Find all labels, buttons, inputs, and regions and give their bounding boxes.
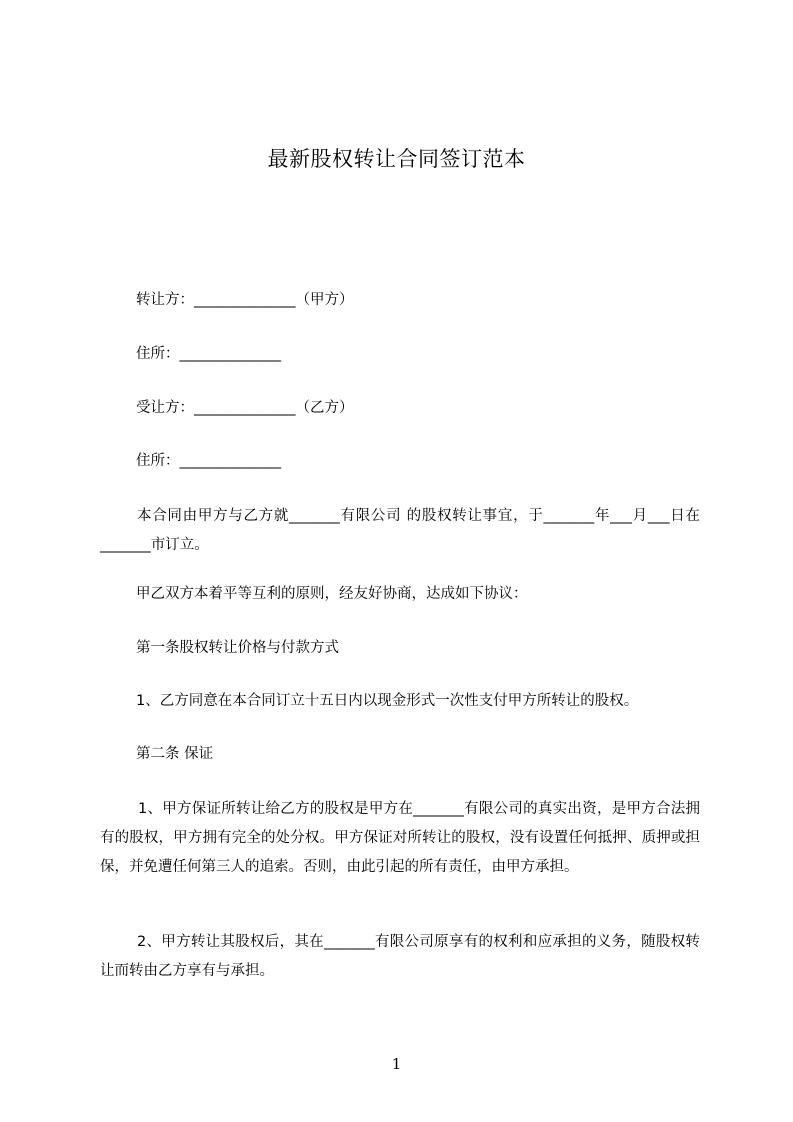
- document-title: 最新股权转让合同签订范本: [267, 147, 526, 171]
- page-number: 1: [391, 1055, 402, 1073]
- article-1-heading: 第一条股权转让价格与付款方式: [136, 640, 339, 656]
- transferee-address-line: 住所：______________: [136, 453, 281, 469]
- intro-paragraph: 本合同由甲方与乙方就_______有限公司 的股权转让事宜，于_______年___月___日在_______市订立。: [100, 508, 700, 553]
- transferor-line: 转让方：______________（甲方）: [136, 292, 354, 308]
- transferor-address-line: 住所：______________: [136, 346, 281, 362]
- article-2-clause-1: 1、甲方保证所转让给乙方的股权是甲方在_______有限公司的真实出资，是甲方合法拥有的股权，甲方拥有完全的处分权。甲方保证对所转让的股权，没有设置任何抵押、质押或担保，并免遭任何第三人的追索。否则，由此引起的所有责任，由甲方承担。: [100, 801, 700, 875]
- article-1-clause-1: 1、乙方同意在本合同订立十五日内以现金形式一次性支付甲方所转让的股权。: [136, 693, 639, 709]
- article-2-heading: 第二条 保证: [136, 746, 214, 762]
- agreement-statement: 甲乙双方本着平等互利的原则，经友好协商，达成如下协议：: [136, 586, 528, 602]
- article-2-clause-2: 2、甲方转让其股权后，其在_______有限公司原享有的权利和应承担的义务，随股权转让而转由乙方享有与承担。: [100, 934, 700, 979]
- transferee-line: 受让方：______________（乙方）: [136, 400, 354, 416]
